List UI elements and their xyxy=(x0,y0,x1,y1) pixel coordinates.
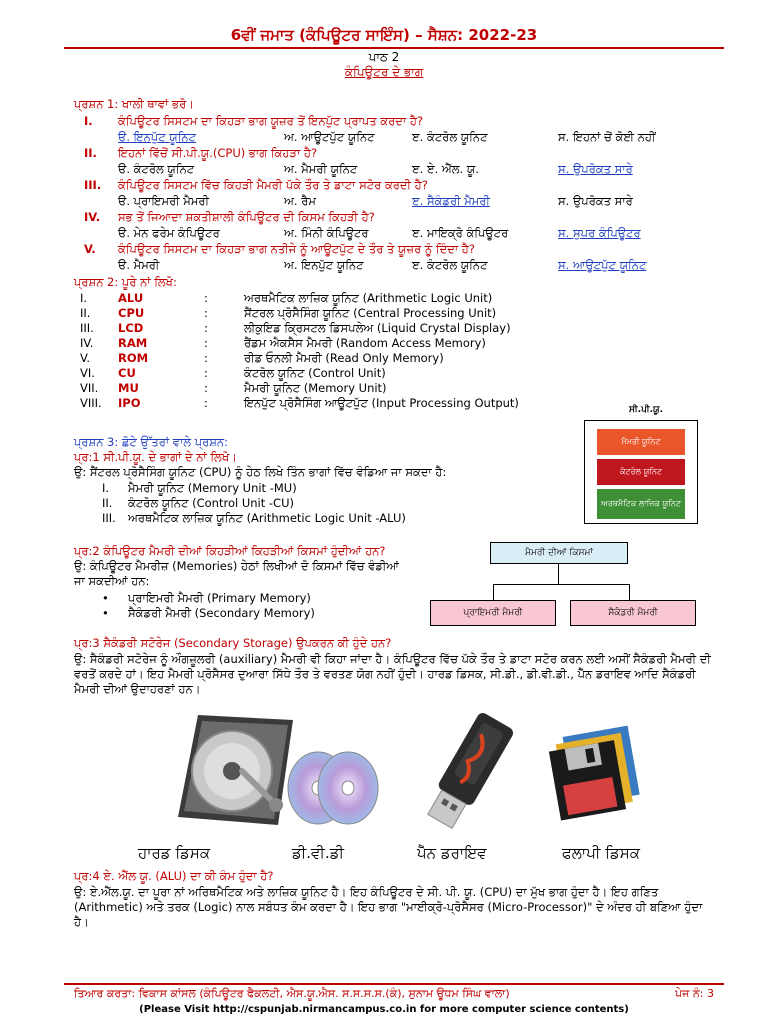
q3-p4-question: ਪ੍ਰ:4 ਏ. ਐੱਲ ਯੂ. (ALU) ਦਾ ਕੀ ਕੰਮ ਹੁੰਦਾ ਹੈ? xyxy=(74,869,274,883)
mcq-question: ਇਹਨਾਂ ਵਿੱਚੋਂ ਸੀ.ਪੀ.ਯੂ.(CPU) ਭਾਗ ਕਿਹੜਾ ਹੈ? xyxy=(118,146,318,160)
primary-memory-box: ਪ੍ਰਾਇਮਰੀ ਮੈਮਰੀ xyxy=(430,600,556,626)
list-number: II. xyxy=(102,496,113,510)
cpu-part-control: ਕੰਟਰੋਲ ਯੂਨਿਟ xyxy=(597,459,685,485)
full-form: ਰੀਡ ਓਨਲੀ ਮੈਮਰੀ (Read Only Memory) xyxy=(244,351,444,365)
q3-p1-question: ਪ੍ਰ:1 ਸੀ.ਪੀ.ਯੂ. ਦੇ ਭਾਗਾਂ ਦੇ ਨਾਂ ਲਿਖੋ। xyxy=(74,450,237,464)
q1-list xyxy=(74,113,714,273)
abbreviation: ROM xyxy=(118,351,149,365)
mcq-option-b: ਅ. ਮਿੰਨੀ ਕੰਪਿਊਟਰ xyxy=(284,226,369,240)
separator: : xyxy=(204,336,208,350)
mcq-number: IV. xyxy=(84,210,101,224)
pen-drive-icon xyxy=(408,705,538,840)
list-text: ਸੈਕੰਡਰੀ ਮੈਮਰੀ (Secondary Memory) xyxy=(128,606,315,620)
q1-heading: ਪ੍ਰਸ਼ਨ 1: ਖਾਲੀ ਥਾਵਾਂ ਭਰੋ। xyxy=(74,97,194,111)
mcq-question: ਕੰਪਿਊਟਰ ਸਿਸਟਮ ਦਾ ਕਿਹੜਾ ਭਾਗ ਨਤੀਜੇ ਨੂੰ ਆਊਟਪੁੱਟ ਦੇ ਤੌਰ ਤੇ ਯੂਜ਼ਰ ਨੂੰ ਦਿੰਦਾ ਹੈ? xyxy=(118,242,475,256)
separator: : xyxy=(204,321,208,335)
mcq-option-a: ੳ. ਇਨਪੁੱਟ ਯੂਨਿਟ xyxy=(118,130,196,144)
mcq-option-c: ੲ. ਕੰਟਰੋਲ ਯੂਨਿਟ xyxy=(412,130,488,144)
diagram-connector xyxy=(629,584,630,600)
mcq-option-b: ਅ. ਰੈਮ xyxy=(284,194,316,208)
row-number: VII. xyxy=(80,381,99,395)
abbreviation: CPU xyxy=(118,306,145,320)
mcq-option-d: ਸ. ਇਹਨਾਂ ਚੋਂ ਕੋਈ ਨਹੀਂ xyxy=(558,130,656,144)
abbreviation: RAM xyxy=(118,336,148,350)
bullet-icon: • xyxy=(102,591,109,605)
list-number: III. xyxy=(102,511,116,525)
row-number: II. xyxy=(80,306,91,320)
dvd-icon xyxy=(282,748,382,828)
mcq-number: V. xyxy=(84,242,96,256)
mcq-option-d: ਸ. ਆਊਟਪੁੱਟ ਯੂਨਿਟ xyxy=(558,258,647,272)
q3-heading: ਪ੍ਰਸ਼ਨ 3: ਛੋਟੇ ਉੱਤਰਾਂ ਵਾਲੇ ਪ੍ਰਸ਼ਨ: xyxy=(74,435,228,449)
abbreviation: ALU xyxy=(118,291,144,305)
secondary-memory-box: ਸੈਕੰਡਰੀ ਮੈਮਰੀ xyxy=(570,600,696,626)
lesson-title: ਕੰਪਿਊਟਰ ਦੇ ਭਾਗ xyxy=(344,65,424,79)
bullet-icon: • xyxy=(102,606,109,620)
q3-p2-answer-line1: ਉ: ਕੰਪਿਊਟਰ ਮੈਮਰੀਜ਼ (Memories) ਹੇਠਾਂ ਲਿਖੀਆਂ ਦੋ ਕਿਸਮਾਂ ਵਿੱਚ ਵੰਡੀਆਂ xyxy=(74,559,399,573)
row-number: I. xyxy=(80,291,88,305)
footer-author xyxy=(74,987,714,1001)
hard-disk-caption: ਹਾਰਡ ਡਿਸਕ xyxy=(138,844,211,862)
row-number: IV. xyxy=(80,336,94,350)
mcq-question: ਸਭ ਤੋਂ ਜਿਆਦਾ ਸ਼ਕਤੀਸ਼ਾਲੀ ਕੰਪਿਊਟਰ ਦੀ ਕਿਸਮ ਕਿਹੜੀ ਹੈ? xyxy=(118,210,375,224)
author-credit: ਤਿਆਰ ਕਰਤਾ: ਵਿਕਾਸ ਕਾਂਸਲ (ਕੰਪਿਊਟਰ ਫੈਕਲਟੀ, ਐਸ.ਯੂ.ਐਸ. ਸ.ਸ.ਸ.ਸ.(ਕੰ), ਸੁਨਾਮ ਊਧਮ ਸਿੰਘ ਵਾਲਾ) xyxy=(74,987,510,1000)
mcq-option-d: ਸ. ਉਪਰੋਕਤ ਸਾਰੇ xyxy=(558,194,633,208)
full-form: ਰੈਂਡਮ ਐਕਸੈਸ ਮੈਮਰੀ (Random Access Memory) xyxy=(244,336,486,350)
abbreviation: LCD xyxy=(118,321,144,335)
cpu-diagram xyxy=(584,420,698,524)
diagram-connector xyxy=(493,584,629,585)
list-text: ਪ੍ਰਾਇਮਰੀ ਮੈਮਰੀ (Primary Memory) xyxy=(128,591,311,605)
q2-heading: ਪ੍ਰਸ਼ਨ 2: ਪੂਰੇ ਨਾਂ ਲਿਖੋ: xyxy=(74,275,177,289)
q3-p3-question: ਪ੍ਰ:3 ਸੈਕੰਡਰੀ ਸਟੋਰੇਜ (Secondary Storage) ਉਪਕਰਨ ਕੀ ਹੁੰਦੇ ਹਨ? xyxy=(74,636,392,650)
abbreviation: CU xyxy=(118,366,136,380)
separator: : xyxy=(204,291,208,305)
footer-visit: (Please Visit http://cspunjab.nirmancampus.co.in for more computer science contents) xyxy=(139,1004,629,1015)
mcq-question: ਕੰਪਿਊਟਰ ਸਿਸਟਮ ਦਾ ਕਿਹੜਾ ਭਾਗ ਯੂਜ਼ਰ ਤੋਂ ਇਨਪੁੱਟ ਪ੍ਰਾਪਤ ਕਰਦਾ ਹੈ? xyxy=(118,114,423,128)
q3-p3-answer: ਉ: ਸੈਕੰਡਰੀ ਸਟੋਰੇਜ ਨੂੰ ਔਗਜ਼ੂਲਰੀ (auxiliary) ਮੈਮਰੀ ਵੀ ਕਿਹਾ ਜਾਂਦਾ ਹੈ। ਕੰਪਿਊਟਰ ਵਿੱਚ ਪੱਕੇ ਤੌਰ ਤੇ ਡਾਟਾ ਸਟੋਰ ਕਰਨ ਲਈ ਅਸੀਂ ਸੈਕੰਡਰੀ ਮੈਮਰੀ ਦੀ ਵਰਤੋਂ ਕਰਦੇ ਹਾਂ। ਇਹ ਮੈਮਰੀ ਪ੍ਰੋਸੈਸਰ ਦੁਆਰਾ ਸਿੱਧੇ ਤੌਰ ਤੇ ਵਰਤਣ ਯੋਗ ਨਹੀਂ ਹੁੰਦੀ। ਹਾਰਡ ਡਿਸਕ, ਸੀ.ਡੀ., ਡੀ.ਵੀ.ਡੀ., ਪੈੱਨ ਡਰਾਇਵ ਆਦਿ ਸੈਕੰਡਰੀ ਮੈਮਰੀ ਦੀਆਂ ਉਦਾਹਰਣਾਂ ਹਨ। xyxy=(74,652,711,696)
separator: : xyxy=(204,351,208,365)
mcq-option-a: ੳ. ਪ੍ਰਾਇਮਰੀ ਮੈਮਰੀ xyxy=(118,194,210,208)
mcq-number: II. xyxy=(84,146,97,160)
full-form: ਅਰਥਮੈਟਿਕ ਲਾਜ਼ਿਕ ਯੂਨਿਟ (Arithmetic Logic Unit) xyxy=(244,291,493,305)
cpu-diagram-title: ਸੀ.ਪੀ.ਯੂ. xyxy=(628,405,664,415)
full-form: ਲੀਕੁਇਡ ਕ੍ਰਿਸਟਲ ਡਿਸਪਲੇਅ (Liquid Crystal Display) xyxy=(244,321,511,335)
mcq-option-d: ਸ. ਸੁਪਰ ਕੰਪਿਊਟਰ xyxy=(558,226,641,240)
q3-p2-question: ਪ੍ਰ:2 ਕੰਪਿਊਟਰ ਮੈਮਰੀ ਦੀਆਂ ਕਿਹੜੀਆਂ ਕਿਹੜੀਆਂ ਕਿਸਮਾਂ ਹੁੰਦੀਆਂ ਹਨ? xyxy=(74,544,386,558)
floppy-disk-caption: ਫਲਾਪੀ ਡਿਸਕ xyxy=(562,844,640,862)
header-divider xyxy=(64,47,724,49)
lesson-number: ਪਾਠ 2 xyxy=(368,50,400,64)
q3-p4-answer: ਉ: ਏ.ਐੱਲ.ਯੂ. ਦਾ ਪੂਰਾ ਨਾਂ ਅਰਿਥਮੈਟਿਕ ਅਤੇ ਲਾਜ਼ਿਕ ਯੂਨਿਟ ਹੈ। ਇਹ ਕੰਪਿਊਟਰ ਦੇ ਸੀ. ਪੀ. ਯੂ. (CPU) ਦਾ ਮੁੱਖ ਭਾਗ ਹੁੰਦਾ ਹੈ। ਇਹ ਗਣਿਤ (Arithmetic) ਅਤੇ ਤਰਕ (Logic) ਨਾਲ ਸਬੰਧਤ ਕੰਮ ਕਰਦਾ ਹੈ। ਇਹ ਭਾਗ "ਮਾਈਕ੍ਰੋ-ਪ੍ਰੋਸੈਸਰ (Micro-Processor)" ਦੇ ਅੰਦਰ ਹੀ ਬਣਿਆ ਹੁੰਦਾ ਹੈ। xyxy=(74,885,703,929)
mcq-item xyxy=(74,145,714,177)
diagram-connector xyxy=(558,564,559,584)
mcq-option-b: ਅ. ਆਊਟਪੁੱਟ ਯੂਨਿਟ xyxy=(284,130,375,144)
mcq-option-c: ੲ. ਕੰਟਰੋਲ ਯੂਨਿਟ xyxy=(412,258,488,272)
full-form: ਇਨਪੁੱਟ ਪ੍ਰੋਸੈਸਿੰਗ ਆਊਟਪੁੱਟ (Input Processing Output) xyxy=(244,396,519,410)
row-number: V. xyxy=(80,351,91,365)
mcq-option-d: ਸ. ਉਪਰੋਕਤ ਸਾਰੇ xyxy=(558,162,633,176)
dvd-caption: ਡੀ.ਵੀ.ਡੀ xyxy=(292,844,344,862)
abbreviation: MU xyxy=(118,381,139,395)
cpu-part-alu: ਅਰਥਮੈਟਿਕ ਲਾਜ਼ਿਕ ਯੂਨਿਟ xyxy=(597,489,685,519)
cpu-part-memory: ਮੈਮਰੀ ਯੂਨਿਟ xyxy=(597,429,685,455)
q3-p1-answer: ਉ: ਸੈਂਟਰਲ ਪ੍ਰੋਸੈਸਿੰਗ ਯੂਨਿਟ (CPU) ਨੂੰ ਹੇਠ ਲਿਖੇ ਤਿੰਨ ਭਾਗਾਂ ਵਿੱਚ ਵੰਡਿਆ ਜਾ ਸਕਦਾ ਹੈ: xyxy=(74,465,447,479)
pen-drive-caption: ਪੈੱਨ ਡਰਾਇਵ xyxy=(417,844,487,862)
mcq-option-b: ਅ. ਇਨਪੁੱਟ ਯੂਨਿਟ xyxy=(284,258,364,272)
list-text: ਅਰਥਮੈਟਿਕ ਲਾਜ਼ਿਕ ਯੂਨਿਟ (Arithmetic Logic Unit -ALU) xyxy=(128,511,406,525)
row-number: VI. xyxy=(80,366,95,380)
list-text: ਕੰਟਰੋਲ ਯੂਨਿਟ (Control Unit -CU) xyxy=(128,496,294,510)
list-number: I. xyxy=(102,481,110,495)
mcq-item xyxy=(74,209,714,241)
mcq-item xyxy=(74,113,714,145)
page-number: ਪੇਜ ਨੰ: 3 xyxy=(675,987,714,1000)
mcq-number: I. xyxy=(84,114,93,128)
memory-types-box: ਮੈਮਰੀ ਦੀਆਂ ਕਿਸਮਾਂ xyxy=(490,542,628,564)
list-text: ਮੈਮਰੀ ਯੂਨਿਟ (Memory Unit -MU) xyxy=(128,481,297,495)
q3-p2-answer-line2: ਜਾ ਸਕਦੀਆਂ ਹਨ: xyxy=(74,574,150,588)
row-number: III. xyxy=(80,321,94,335)
mcq-option-a: ੳ. ਮੇਨ ਫਰੇਮ ਕੰਪਿਊਟਰ xyxy=(118,226,220,240)
mcq-option-b: ਅ. ਮੈਮਰੀ ਯੂਨਿਟ xyxy=(284,162,358,176)
floppy-disk-icon xyxy=(540,722,650,832)
mcq-option-c: ੲ. ਸੈਕੰਡਰੀ ਮੈਮਰੀ xyxy=(412,194,490,208)
mcq-option-a: ੳ. ਕੰਟਰੋਲ ਯੂਨਿਟ xyxy=(118,162,195,176)
lesson-heading xyxy=(0,50,768,80)
full-form: ਸੈਂਟਰਲ ਪ੍ਰੋਸੈਸਿੰਗ ਯੂਨਿਟ (Central Processing Unit) xyxy=(244,306,497,320)
footer-divider xyxy=(64,983,724,985)
mcq-option-c: ੲ. ਏ. ਐੱਲ. ਯੂ. xyxy=(412,162,479,176)
separator: : xyxy=(204,366,208,380)
mcq-question: ਕੰਪਿਊਟਰ ਸਿਸਟਮ ਵਿੱਚ ਕਿਹੜੀ ਮੈਮਰੀ ਪੱਕੇ ਤੌਰ ਤੇ ਡਾਟਾ ਸਟੋਰ ਕਰਦੀ ਹੈ? xyxy=(118,178,428,192)
full-form: ਕੰਟਰੋਲ ਯੂਨਿਟ (Control Unit) xyxy=(244,366,386,380)
mcq-option-a: ੳ. ਮੈਮਰੀ xyxy=(118,258,160,272)
separator: : xyxy=(204,306,208,320)
page-header: 6ਵੀਂ ਜਮਾਤ (ਕੰਪਿਊਟਰ ਸਾਇੰਸ) – ਸੈਸ਼ਨ: 2022-23 xyxy=(230,26,538,44)
mcq-item xyxy=(74,241,714,273)
row-number: VIII. xyxy=(80,396,102,410)
separator: : xyxy=(204,381,208,395)
mcq-item xyxy=(74,177,714,209)
full-form: ਮੈਮਰੀ ਯੂਨਿਟ (Memory Unit) xyxy=(244,381,387,395)
diagram-connector xyxy=(493,584,494,600)
mcq-number: III. xyxy=(84,178,102,192)
separator: : xyxy=(204,396,208,410)
mcq-option-c: ੲ. ਮਾਇਕ੍ਰੋ ਕੰਪਿਊਟਰ xyxy=(412,226,509,240)
abbreviation: IPO xyxy=(118,396,141,410)
